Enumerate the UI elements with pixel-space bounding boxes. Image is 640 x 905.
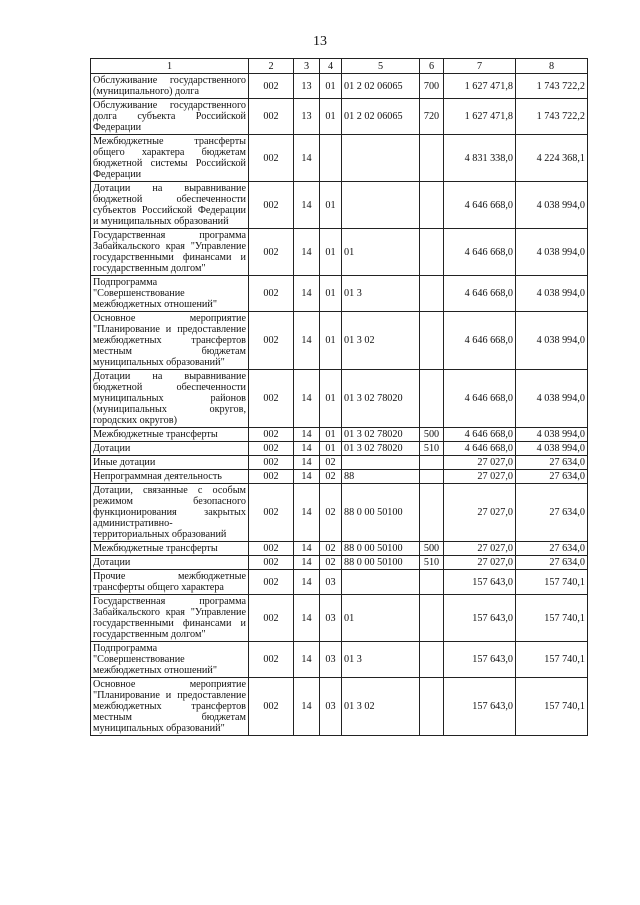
table-row [91, 484, 588, 542]
section-code-cell: 14 [294, 642, 320, 678]
target-article-cell: 01 3 02 78020 [342, 442, 420, 456]
header-cell-2: 2 [249, 59, 294, 74]
target-article-cell: 01 3 [342, 276, 420, 312]
subsection-code-cell: 01 [320, 99, 342, 135]
subsection-code-cell [320, 135, 342, 182]
subsection-code-cell: 03 [320, 642, 342, 678]
subsection-code-cell: 02 [320, 542, 342, 556]
target-article-cell: 88 0 00 50100 [342, 542, 420, 556]
target-article-cell [342, 135, 420, 182]
ministry-code-cell: 002 [249, 542, 294, 556]
header-cell-7: 7 [444, 59, 516, 74]
amount-year2-cell: 4 038 994,0 [516, 428, 588, 442]
section-code-cell: 14 [294, 276, 320, 312]
section-code-cell: 14 [294, 312, 320, 370]
table-row [91, 312, 588, 370]
target-article-cell: 88 0 00 50100 [342, 484, 420, 542]
expense-type-cell: 510 [420, 556, 444, 570]
amount-year1-cell: 4 646 668,0 [444, 182, 516, 229]
item-name-cell: Государственная программа Забайкальского края "Управление государственными финансами и государственным долгом" [91, 595, 249, 642]
amount-year2-cell: 4 038 994,0 [516, 370, 588, 428]
section-code-cell: 14 [294, 456, 320, 470]
amount-year2-cell: 157 740,1 [516, 642, 588, 678]
amount-year2-cell: 157 740,1 [516, 678, 588, 736]
ministry-code-cell: 002 [249, 182, 294, 229]
expense-type-cell [420, 470, 444, 484]
table-body [91, 74, 588, 736]
amount-year1-cell: 27 027,0 [444, 470, 516, 484]
amount-year2-cell: 4 038 994,0 [516, 442, 588, 456]
amount-year1-cell: 157 643,0 [444, 642, 516, 678]
table-row [91, 570, 588, 595]
header-cell-1: 1 [91, 59, 249, 74]
target-article-cell: 01 [342, 595, 420, 642]
expense-type-cell [420, 276, 444, 312]
subsection-code-cell: 03 [320, 570, 342, 595]
amount-year1-cell: 27 027,0 [444, 556, 516, 570]
target-article-cell: 88 0 00 50100 [342, 556, 420, 570]
ministry-code-cell: 002 [249, 470, 294, 484]
subsection-code-cell: 01 [320, 74, 342, 99]
amount-year1-cell: 27 027,0 [444, 484, 516, 542]
amount-year1-cell: 157 643,0 [444, 678, 516, 736]
table-row [91, 456, 588, 470]
subsection-code-cell: 01 [320, 370, 342, 428]
table-row [91, 442, 588, 456]
section-code-cell: 14 [294, 484, 320, 542]
section-code-cell: 14 [294, 556, 320, 570]
subsection-code-cell: 01 [320, 182, 342, 229]
amount-year2-cell: 157 740,1 [516, 595, 588, 642]
subsection-code-cell: 02 [320, 556, 342, 570]
amount-year2-cell: 1 743 722,2 [516, 74, 588, 99]
expense-type-cell: 500 [420, 542, 444, 556]
table-row [91, 595, 588, 642]
table-row [91, 556, 588, 570]
target-article-cell: 01 3 [342, 642, 420, 678]
item-name-cell: Обслуживание государственного долга субъекта Российской Федерации [91, 99, 249, 135]
page-number: 13 [313, 34, 327, 49]
amount-year1-cell: 1 627 471,8 [444, 99, 516, 135]
expense-type-cell [420, 570, 444, 595]
section-code-cell: 14 [294, 542, 320, 556]
section-code-cell: 14 [294, 428, 320, 442]
header-cell-3: 3 [294, 59, 320, 74]
item-name-cell: Дотации [91, 442, 249, 456]
ministry-code-cell: 002 [249, 99, 294, 135]
amount-year2-cell: 4 038 994,0 [516, 276, 588, 312]
section-code-cell: 14 [294, 470, 320, 484]
amount-year2-cell: 27 634,0 [516, 542, 588, 556]
amount-year1-cell: 157 643,0 [444, 570, 516, 595]
amount-year1-cell: 4 646 668,0 [444, 229, 516, 276]
section-code-cell: 14 [294, 135, 320, 182]
table-row [91, 542, 588, 556]
amount-year1-cell: 4 646 668,0 [444, 276, 516, 312]
ministry-code-cell: 002 [249, 370, 294, 428]
subsection-code-cell: 01 [320, 428, 342, 442]
amount-year1-cell: 1 627 471,8 [444, 74, 516, 99]
ministry-code-cell: 002 [249, 312, 294, 370]
item-name-cell: Дотации, связанные с особым режимом безопасного функционирования закрытых административно-территориальных образований [91, 484, 249, 542]
amount-year2-cell: 4 224 368,1 [516, 135, 588, 182]
section-code-cell: 14 [294, 182, 320, 229]
table-header [91, 59, 588, 74]
expense-type-cell [420, 642, 444, 678]
section-code-cell: 14 [294, 595, 320, 642]
expense-type-cell: 510 [420, 442, 444, 456]
table-row [91, 428, 588, 442]
target-article-cell: 01 2 02 06065 [342, 99, 420, 135]
amount-year2-cell: 27 634,0 [516, 556, 588, 570]
expense-type-cell [420, 484, 444, 542]
subsection-code-cell: 03 [320, 595, 342, 642]
subsection-code-cell: 03 [320, 678, 342, 736]
target-article-cell: 01 2 02 06065 [342, 74, 420, 99]
target-article-cell: 01 3 02 [342, 678, 420, 736]
target-article-cell: 88 [342, 470, 420, 484]
amount-year2-cell: 27 634,0 [516, 456, 588, 470]
ministry-code-cell: 002 [249, 595, 294, 642]
item-name-cell: Дотации на выравнивание бюджетной обеспеченности субъектов Российской Федерации и муниципальных образований [91, 182, 249, 229]
expense-type-cell: 700 [420, 74, 444, 99]
subsection-code-cell: 01 [320, 276, 342, 312]
item-name-cell: Дотации на выравнивание бюджетной обеспеченности муниципальных районов (муниципальных округов, городских округов) [91, 370, 249, 428]
section-code-cell: 14 [294, 370, 320, 428]
subsection-code-cell: 02 [320, 470, 342, 484]
target-article-cell: 01 3 02 78020 [342, 428, 420, 442]
item-name-cell: Основное мероприятие "Планирование и предоставление межбюджетных трансфертов местным бюджетам муниципальных образований" [91, 312, 249, 370]
amount-year1-cell: 157 643,0 [444, 595, 516, 642]
item-name-cell: Основное мероприятие "Планирование и предоставление межбюджетных трансфертов местным бюджетам муниципальных образований" [91, 678, 249, 736]
amount-year1-cell: 4 646 668,0 [444, 370, 516, 428]
amount-year1-cell: 4 646 668,0 [444, 312, 516, 370]
amount-year2-cell: 1 743 722,2 [516, 99, 588, 135]
subsection-code-cell: 01 [320, 312, 342, 370]
target-article-cell: 01 [342, 229, 420, 276]
amount-year1-cell: 27 027,0 [444, 542, 516, 556]
item-name-cell: Государственная программа Забайкальского края "Управление государственными финансами и государственным долгом" [91, 229, 249, 276]
amount-year1-cell: 4 646 668,0 [444, 428, 516, 442]
ministry-code-cell: 002 [249, 74, 294, 99]
section-code-cell: 14 [294, 442, 320, 456]
expense-type-cell [420, 312, 444, 370]
ministry-code-cell: 002 [249, 484, 294, 542]
subsection-code-cell: 01 [320, 229, 342, 276]
section-code-cell: 13 [294, 99, 320, 135]
table-row [91, 182, 588, 229]
table-row [91, 470, 588, 484]
header-cell-6: 6 [420, 59, 444, 74]
expense-type-cell [420, 595, 444, 642]
item-name-cell: Иные дотации [91, 456, 249, 470]
table-row [91, 99, 588, 135]
table-row [91, 642, 588, 678]
expense-type-cell [420, 456, 444, 470]
amount-year2-cell: 4 038 994,0 [516, 229, 588, 276]
item-name-cell: Подпрограмма "Совершенствование межбюджетных отношений" [91, 642, 249, 678]
section-code-cell: 14 [294, 229, 320, 276]
item-name-cell: Межбюджетные трансферты [91, 542, 249, 556]
budget-table [90, 58, 588, 736]
item-name-cell: Межбюджетные трансферты общего характера бюджетам бюджетной системы Российской Федерации [91, 135, 249, 182]
amount-year2-cell: 27 634,0 [516, 470, 588, 484]
ministry-code-cell: 002 [249, 456, 294, 470]
header-cell-8: 8 [516, 59, 588, 74]
ministry-code-cell: 002 [249, 229, 294, 276]
table-row [91, 370, 588, 428]
ministry-code-cell: 002 [249, 276, 294, 312]
amount-year2-cell: 27 634,0 [516, 484, 588, 542]
ministry-code-cell: 002 [249, 642, 294, 678]
subsection-code-cell: 01 [320, 442, 342, 456]
ministry-code-cell: 002 [249, 678, 294, 736]
expense-type-cell [420, 678, 444, 736]
expense-type-cell [420, 135, 444, 182]
amount-year1-cell: 27 027,0 [444, 456, 516, 470]
item-name-cell: Обслуживание государственного (муниципального) долга [91, 74, 249, 99]
target-article-cell: 01 3 02 [342, 312, 420, 370]
section-code-cell: 14 [294, 570, 320, 595]
ministry-code-cell: 002 [249, 570, 294, 595]
expense-type-cell: 720 [420, 99, 444, 135]
amount-year2-cell: 4 038 994,0 [516, 312, 588, 370]
expense-type-cell: 500 [420, 428, 444, 442]
item-name-cell: Подпрограмма "Совершенствование межбюджетных отношений" [91, 276, 249, 312]
table-row [91, 135, 588, 182]
item-name-cell: Дотации [91, 556, 249, 570]
target-article-cell: 01 3 02 78020 [342, 370, 420, 428]
item-name-cell: Межбюджетные трансферты [91, 428, 249, 442]
ministry-code-cell: 002 [249, 556, 294, 570]
expense-type-cell [420, 370, 444, 428]
amount-year2-cell: 157 740,1 [516, 570, 588, 595]
header-row [91, 59, 588, 74]
target-article-cell [342, 570, 420, 595]
subsection-code-cell: 02 [320, 484, 342, 542]
table-row [91, 229, 588, 276]
expense-type-cell [420, 182, 444, 229]
target-article-cell [342, 456, 420, 470]
ministry-code-cell: 002 [249, 442, 294, 456]
ministry-code-cell: 002 [249, 135, 294, 182]
item-name-cell: Непрограммная деятельность [91, 470, 249, 484]
item-name-cell: Прочие межбюджетные трансферты общего характера [91, 570, 249, 595]
expense-type-cell [420, 229, 444, 276]
ministry-code-cell: 002 [249, 428, 294, 442]
target-article-cell [342, 182, 420, 229]
amount-year1-cell: 4 646 668,0 [444, 442, 516, 456]
table-row [91, 276, 588, 312]
section-code-cell: 13 [294, 74, 320, 99]
header-cell-5: 5 [342, 59, 420, 74]
table-row [91, 74, 588, 99]
amount-year2-cell: 4 038 994,0 [516, 182, 588, 229]
subsection-code-cell: 02 [320, 456, 342, 470]
header-cell-4: 4 [320, 59, 342, 74]
amount-year1-cell: 4 831 338,0 [444, 135, 516, 182]
table-row [91, 678, 588, 736]
section-code-cell: 14 [294, 678, 320, 736]
